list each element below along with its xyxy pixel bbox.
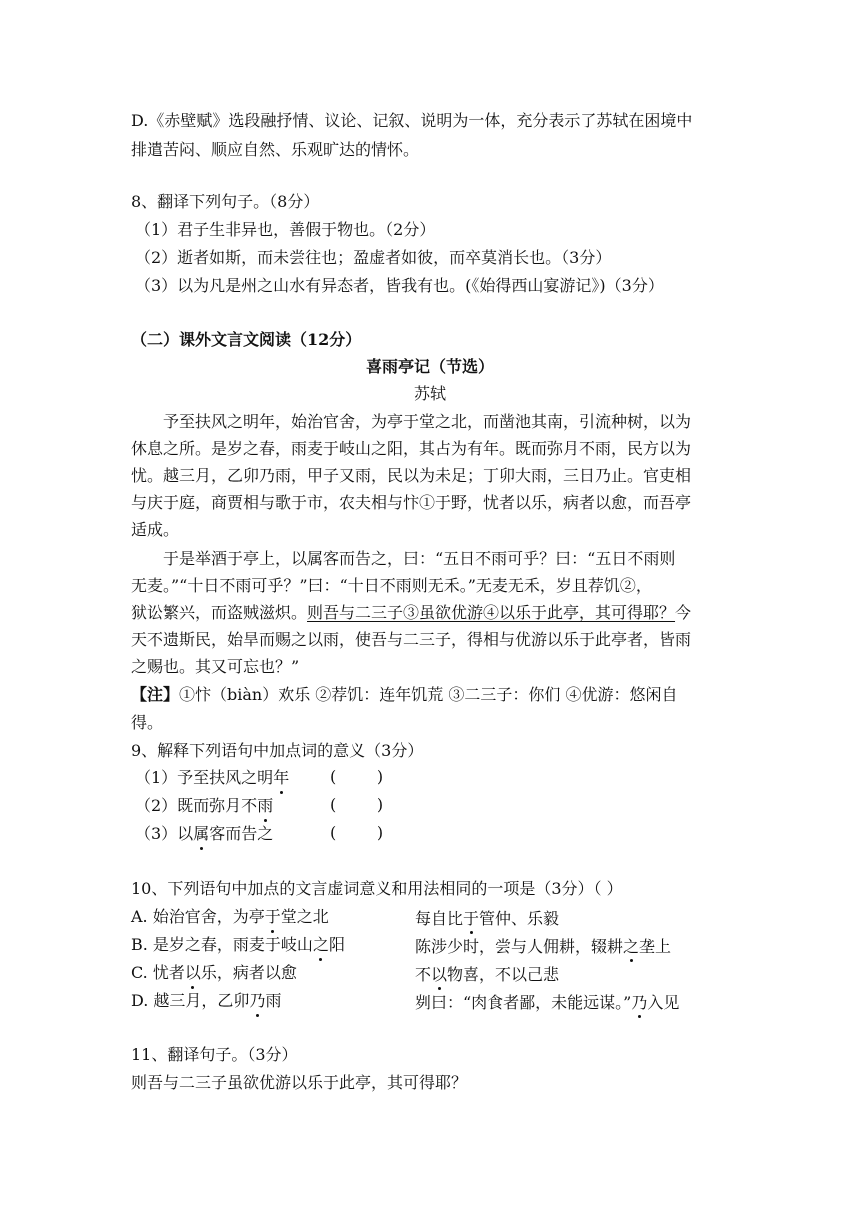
passage-author: 苏轼: [413, 384, 446, 403]
dotted-char: 之: [623, 934, 639, 957]
notes-line2: 得。: [131, 713, 164, 732]
passage-p1-line1: 予至扶风之明年，始治官舍，为亭于堂之北，而凿池其南，引流种树，以为: [163, 412, 692, 431]
passage-p2-line2: 无麦。”“十日不雨可乎？”曰：“十日不雨则无禾。”无麦无禾，岁且荐饥②，: [131, 576, 652, 595]
opt-b-right-tail: 垄上: [639, 937, 672, 956]
q11-title: 11、翻译句子。（3分）: [131, 1045, 298, 1064]
opt-c-left-tail: 乐，病者以愈: [200, 963, 297, 982]
q8-title: 8、翻译下列句子。（8分）: [131, 192, 320, 211]
q10-title: 10、下列语句中加点的文言虚词意义和用法相同的一项是（3分）（ ）: [131, 879, 623, 898]
dotted-char: 以: [431, 962, 447, 985]
q10-option-a[interactable]: [131, 906, 329, 928]
dotted-char: 之: [312, 935, 329, 954]
q10-option-d[interactable]: [131, 990, 281, 1012]
opt-b-right-text: 陈涉少时，尝与人佣耕，辍耕: [415, 937, 624, 956]
opt-b-left-tail: 阳: [328, 935, 345, 954]
dotted-char: 乃: [631, 990, 647, 1013]
opt-d-right-text: 刿曰：“肉食者鄙，未能远谋。”: [415, 993, 632, 1012]
notes-line1: [131, 684, 677, 706]
opt-a-right-text: 每自比: [415, 909, 464, 928]
q10-option-a-compare: [415, 906, 559, 929]
opt-a-left-tail: 堂之北: [280, 907, 329, 926]
passage-p1-line4: 与庆于庭，商贾相与歌于市，农夫相与忭①于野，忧者以乐，病者以愈，而吾亭: [131, 493, 692, 512]
dotted-char: 于: [264, 907, 281, 926]
passage-title: 喜雨亭记（节选）: [365, 357, 494, 376]
passage-p2-line4: 天不遗斯民，始旱而赐之以雨，使吾与二三子，得相与优游以乐于此亭者，皆雨: [131, 630, 692, 649]
passage-p2-line5: 之赐也。其又可忘也？”: [131, 657, 300, 676]
q8-item-3: （3）以为凡是州之山水有异态者，皆我有也。(《始得西山宴游记》)（3分）: [135, 276, 664, 295]
passage-p1-line2: 休息之所。是岁之春，雨麦于岐山之阳，其占为有年。既而弥月不雨，民方以为: [131, 439, 692, 458]
dotted-char: 乃: [249, 991, 266, 1010]
opt-a-left-text: A. 始治官舍，为亭: [131, 907, 265, 926]
dotted-char: 年: [273, 768, 290, 787]
opt-c-right-text: 不: [415, 965, 432, 984]
passage-p1-line5: 适成。: [131, 520, 180, 539]
section-heading: （二）课外文言文阅读（12分）: [131, 330, 362, 349]
q7-option-d-line2: 排遣苦闷、顺应自然、乐观旷达的情怀。: [131, 140, 420, 159]
q8-item-2: （2）逝者如斯，而未尝往也；盈虚者如彼，而卒莫消长也。（3分）: [135, 248, 612, 267]
q10-option-b[interactable]: [131, 934, 345, 956]
answer-blank-2[interactable]: ( ): [330, 795, 384, 814]
notes-tag: 【注】: [131, 685, 180, 704]
q10-option-c[interactable]: [131, 962, 297, 984]
q9-item-3-text: （3）以: [135, 824, 194, 843]
opt-b-left-text: B. 是岁之春，雨麦于岐山: [131, 935, 313, 954]
underlined-sentence: 则吾与二三子③虽欲优游④以乐于此亭，其可得耶？: [307, 603, 676, 622]
answer-blank-1[interactable]: ( ): [330, 767, 384, 786]
q9-item-1-text: （1）予至扶风之明: [135, 768, 274, 787]
q9-item-1: [135, 767, 435, 789]
q10-option-d-compare: [415, 990, 679, 1013]
q9-item-3: [135, 823, 435, 845]
opt-a-right-tail: 管仲、乐毅: [479, 909, 560, 928]
q9-item-3-tail: 客而告之: [209, 824, 274, 843]
q7-option-d-line1: D.《赤壁赋》选段融抒情、议论、记叙、说明为一体，充分表示了苏轼在困境中: [131, 111, 693, 130]
q9-title: 9、解释下列语句中加点词的意义（3分）: [131, 741, 424, 760]
passage-p2-line3-tail: 今: [675, 603, 692, 622]
q11-sentence: 则吾与二三子虽欲优游以乐于此亭，其可得耶？: [131, 1073, 468, 1092]
opt-c-left-text: C. 忧者: [131, 963, 185, 982]
answer-blank-3[interactable]: ( ): [330, 823, 384, 842]
dotted-char: 雨: [257, 796, 274, 815]
dotted-char: 于: [463, 906, 479, 929]
dotted-char: 以: [184, 963, 201, 982]
q10-option-b-compare: [415, 934, 671, 957]
passage-p1-line3: 忧。越三月，乙卯乃雨，甲子又雨，民以为未足；丁卯大雨，三日乃止。官吏相: [131, 466, 692, 485]
passage-p2-line3-text: 狱讼繁兴，而盗贼滋炽。: [131, 603, 308, 622]
dotted-char: 属: [193, 824, 210, 843]
passage-p2-line1: 于是举酒于亭上，以属客而告之，曰：“五日不雨可乎？曰：“五日不雨则: [163, 549, 676, 568]
opt-d-right-tail: 入见: [647, 993, 680, 1012]
opt-d-left-tail: 雨: [265, 991, 282, 1010]
opt-c-right-tail: 物喜，不以己悲: [447, 965, 560, 984]
q10-option-c-compare: [415, 962, 559, 985]
opt-d-left-text: D. 越三月，乙卯: [131, 991, 250, 1010]
q9-item-2: [135, 795, 435, 817]
q8-item-1: （1）君子生非异也，善假于物也。（2分）: [135, 220, 436, 239]
q9-item-2-text: （2）既而弥月不: [135, 796, 258, 815]
notes-text: ①忭（biàn）欢乐 ②荐饥：连年饥荒 ③二三子：你们 ④优游：悠闲自: [179, 685, 678, 704]
passage-p2-line3: [131, 602, 691, 624]
